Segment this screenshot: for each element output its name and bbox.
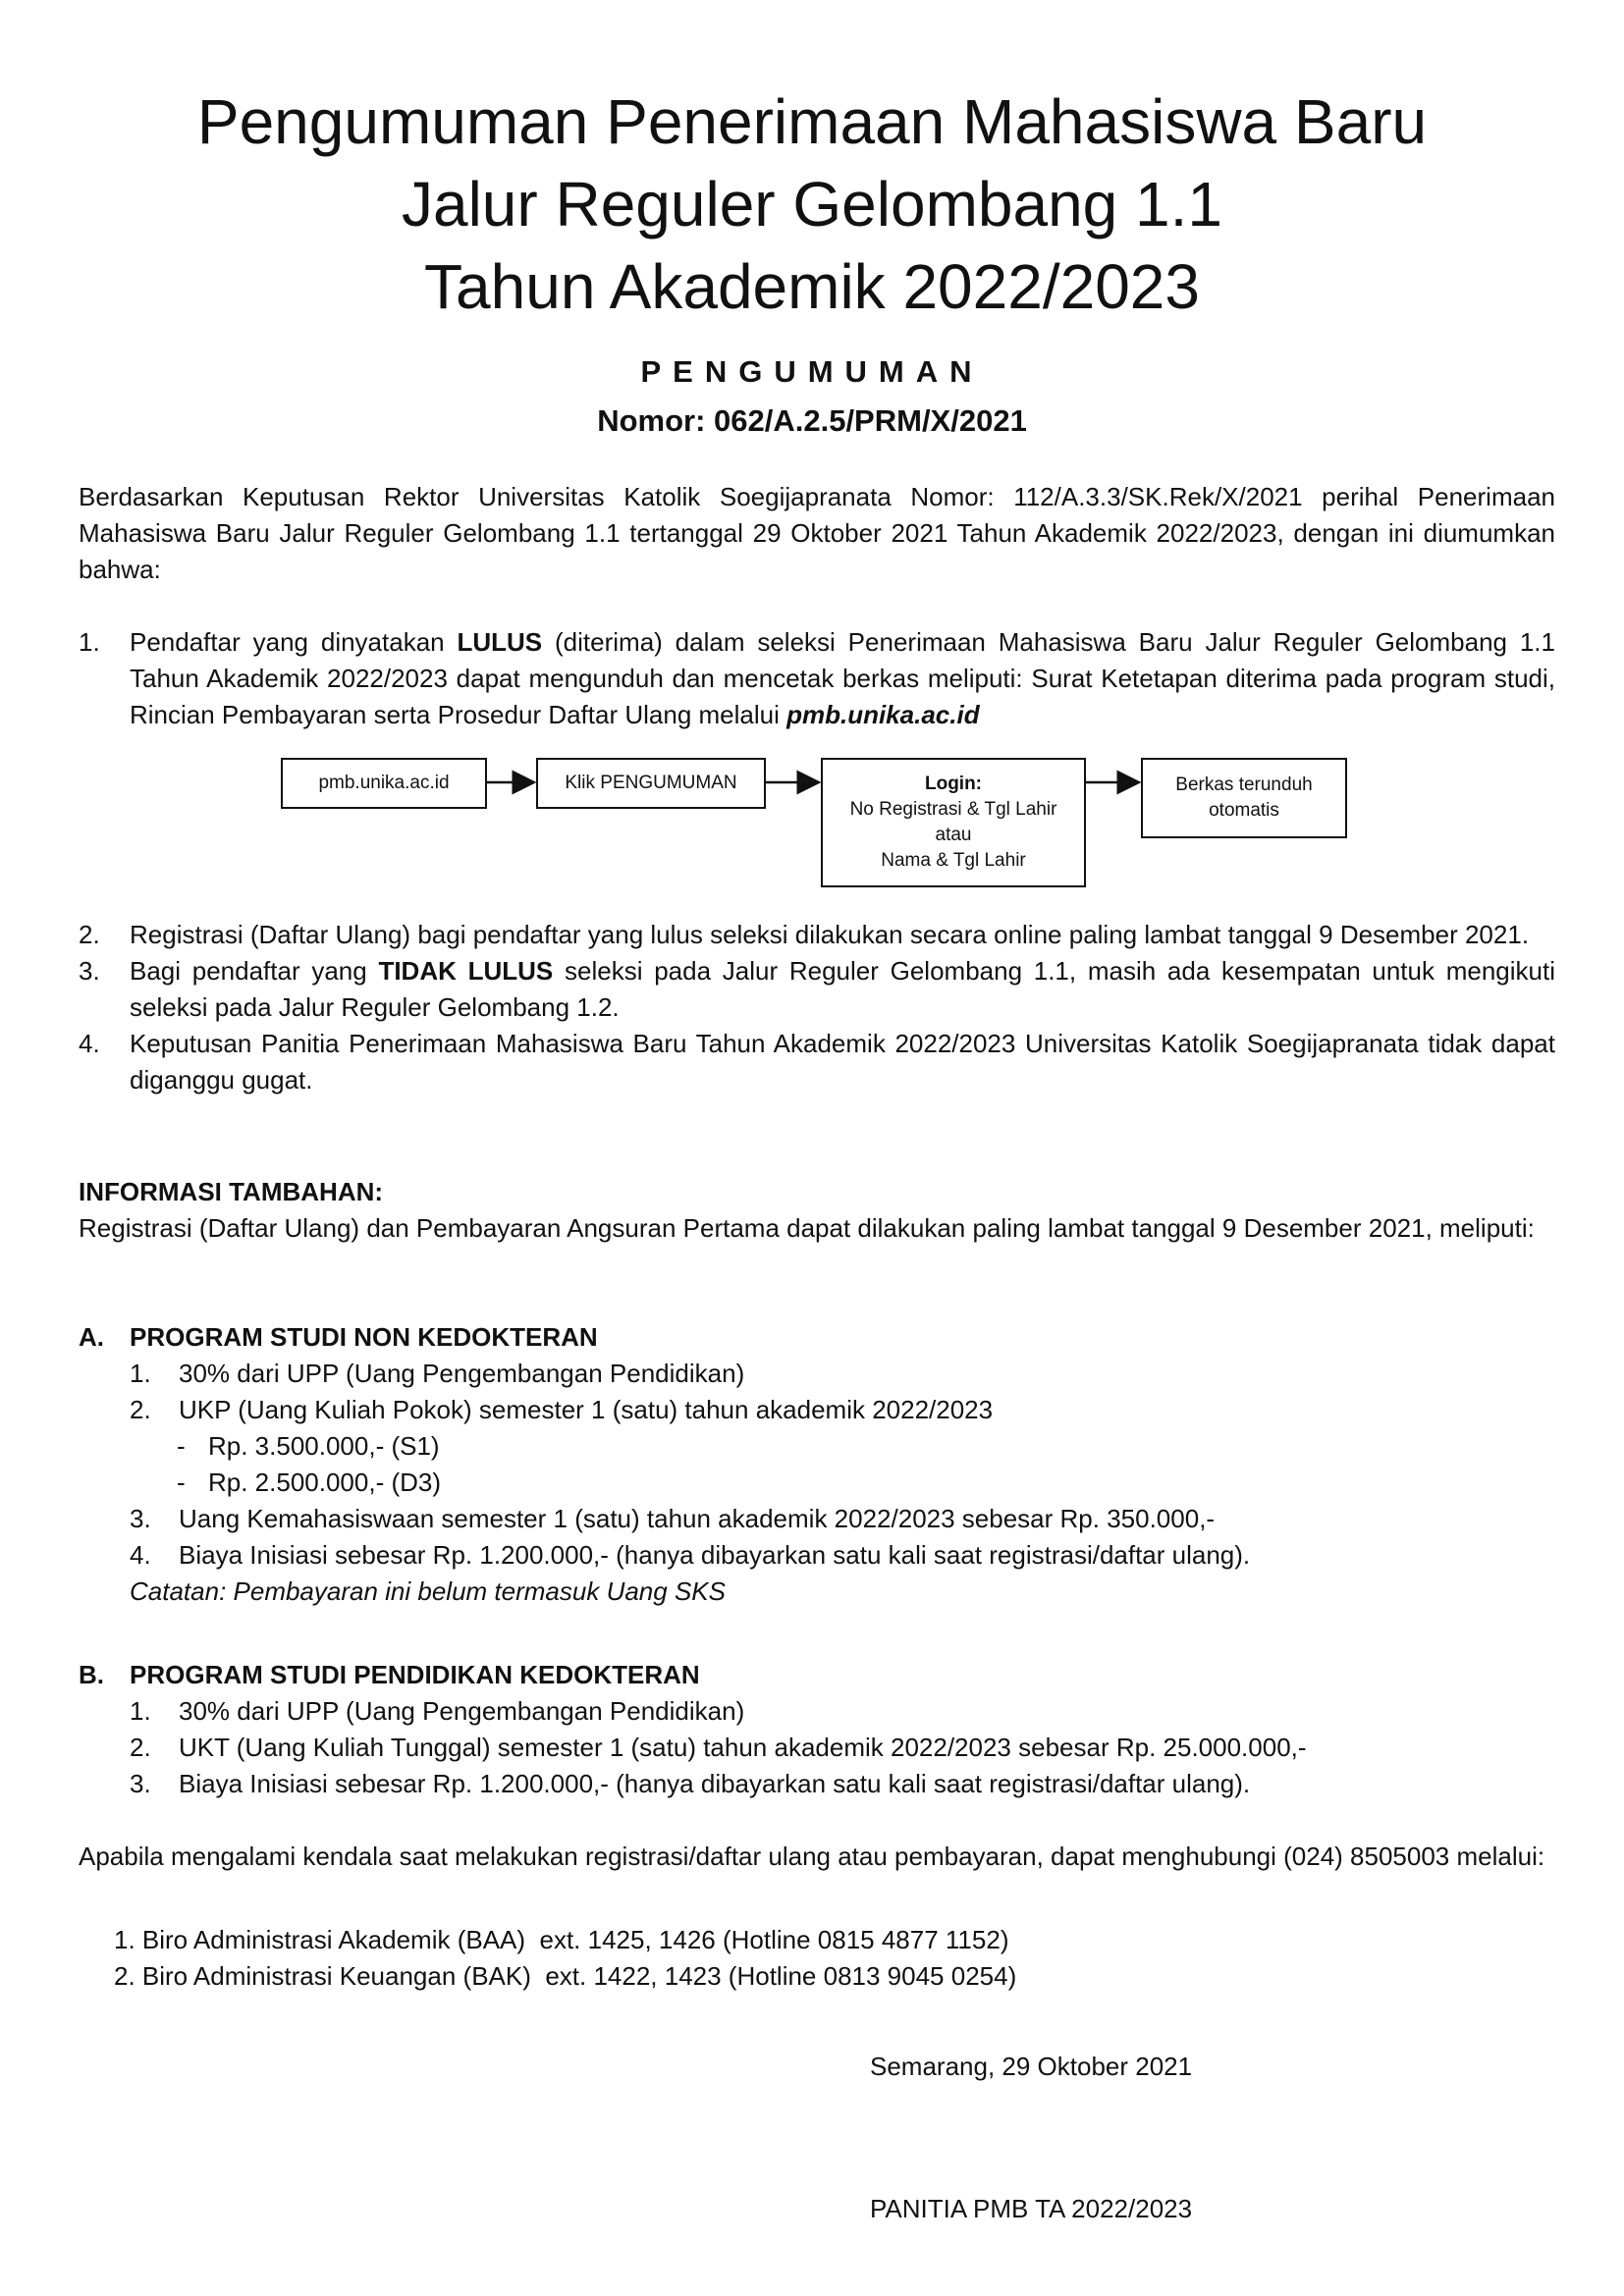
list-item [79, 624, 1555, 733]
flow-step-1-label: pmb.unika.ac.id [318, 773, 450, 793]
fee-text: Rp. 3.500.000,- (S1) [208, 1431, 440, 1461]
point-3-pre: Bagi pendaftar yang [130, 956, 379, 986]
info-paragraph: Registrasi (Daftar Ulang) dan Pembayaran Angsuran Pertama dapat dilakukan paling lambat tanggal 9 Desember 2021, meliputi: [79, 1213, 1535, 1243]
section-a-heading [79, 1319, 1555, 1356]
list-number: 3. [130, 1769, 151, 1798]
list-number: 3. [79, 956, 100, 986]
flow-login-line-1: No Registrasi & Tgl Lahir [849, 799, 1057, 820]
title-line-2: Jalur Reguler Gelombang 1.1 [401, 169, 1223, 240]
list-item-text: UKT (Uang Kuliah Tunggal) semester 1 (satu) tahun akademik 2022/2023 sebesar Rp. 25.000.000,- [179, 1733, 1307, 1762]
list-item-text: 30% dari UPP (Uang Pengembangan Pendidikan) [179, 1359, 745, 1388]
point-3-post: seleksi pada Jalur Reguler Gelombang 1.1, masih ada kesempatan untuk mengikuti seleksi pada Jalur Reguler Gelombang 1.2. [130, 956, 1555, 1022]
info-heading: INFORMASI TAMBAHAN: [79, 1177, 384, 1206]
contact-paragraph: Apabila mengalami kendala saat melakukan registrasi/daftar ulang atau pembayaran, dapat menghubungi (024) 8505003 melalui: [79, 1842, 1545, 1871]
flow-login-line-3: Nama & Tgl Lahir [881, 850, 1026, 871]
list-item [130, 1392, 1555, 1428]
point-4-text: Keputusan Panitia Penerimaan Mahasiswa Baru Tahun Akademik 2022/2023 Universitas Katolik Soegijapranata tidak dapat diganggu gugat. [130, 1029, 1555, 1095]
list-item [79, 953, 1555, 1026]
list-item [130, 1766, 1555, 1802]
list-number: 2. [130, 1733, 151, 1762]
list-item-text: Uang Kemahasiswaan semester 1 (satu) tahun akademik 2022/2023 sebesar Rp. 350.000,- [179, 1504, 1216, 1533]
flow-login-line-2: atau [935, 825, 972, 845]
list-number: 2. [130, 1395, 151, 1424]
list-item-text: 30% dari UPP (Uang Pengembangan Pendidikan) [179, 1696, 745, 1726]
flow-diagram [0, 750, 1624, 897]
list-item-text: Biaya Inisiasi sebesar Rp. 1.200.000,- (hanya dibayarkan satu kali saat registrasi/daftar ulang). [179, 1769, 1251, 1798]
list-number: 4. [130, 1540, 151, 1570]
title-line-1: Pengumuman Penerimaan Mahasiswa Baru [196, 86, 1428, 157]
dash-marker: - [177, 1431, 186, 1461]
announcement-label: PENGUMUMAN [640, 354, 984, 389]
intro-paragraph: Berdasarkan Keputusan Rektor Universitas Katolik Soegijapranata Nomor: 112/A.3.3/SK.Rek/X/2021 perihal Penerimaan Mahasiswa Baru Jalur Reguler Gelombang 1.1 tertanggal 29 Oktober 2021 Tahun Akademik 2022/2023, dengan ini diumumkan bahwa: [79, 482, 1555, 584]
flow-step-2-label: Klik PENGUMUMAN [565, 773, 737, 793]
signature-place-date: Semarang, 29 Oktober 2021 [870, 2052, 1193, 2081]
announcement-header [0, 347, 1624, 446]
title-line-3: Tahun Akademik 2022/2023 [424, 251, 1200, 322]
section-b-title: PROGRAM STUDI PENDIDIKAN KEDOKTERAN [130, 1660, 700, 1689]
point-1-pre: Pendaftar yang dinyatakan [130, 627, 458, 657]
flow-step-4 [1141, 758, 1347, 838]
fee-item [79, 1465, 1555, 1501]
section-b [79, 1657, 1555, 1802]
fee-item [79, 1428, 1555, 1465]
list-item [130, 1356, 1555, 1392]
list-item [79, 1026, 1555, 1098]
section-a-note: Catatan: Pembayaran ini belum termasuk Uang SKS [130, 1576, 726, 1606]
section-a-list-cont [79, 1501, 1555, 1574]
list-number: 1. [79, 627, 100, 657]
section-a-title: PROGRAM STUDI NON KEDOKTERAN [130, 1322, 598, 1352]
list-number: 1. [130, 1359, 151, 1388]
point-1-bold: LULUS [457, 627, 543, 657]
flow-arrows [0, 750, 1624, 897]
list-item [130, 1501, 1555, 1537]
flow-step-4-line-1: Berkas terunduh [1175, 774, 1313, 795]
section-a-letter: A. [79, 1322, 104, 1352]
numbered-list-bottom [79, 917, 1555, 1098]
dash-marker: - [177, 1468, 186, 1497]
pmb-link[interactable]: pmb.unika.ac.id [786, 700, 980, 729]
contact-list [114, 1922, 1016, 1995]
flow-step-1 [281, 758, 487, 809]
list-item-text: Biaya Inisiasi sebesar Rp. 1.200.000,- (hanya dibayarkan satu kali saat registrasi/daftar ulang). [179, 1540, 1251, 1570]
list-number: 3. [130, 1504, 151, 1533]
list-number: 4. [79, 1029, 100, 1058]
flow-step-4-line-2: otomatis [1209, 800, 1279, 821]
section-a-list [79, 1356, 1555, 1428]
section-b-list [79, 1693, 1555, 1802]
section-a [79, 1319, 1555, 1610]
list-item-text: UKP (Uang Kuliah Pokok) semester 1 (satu) tahun akademik 2022/2023 [179, 1395, 994, 1424]
list-item [79, 917, 1555, 953]
numbered-list-top [79, 624, 1555, 733]
point-1-mid: (diterima) dalam seleksi Penerimaan Mahasiswa Baru Jalur Reguler Gelombang 1.1 Tahun Akademik 2022/2023 dapat mengunduh dan mencetak berkas meliputi: Surat Ketetapan diterima pada program studi, Rincian Pembayaran serta Prosedur Daftar Ulang melalui [130, 627, 1555, 729]
flow-step-2 [536, 758, 766, 809]
announcement-number: Nomor: 062/A.2.5/PRM/X/2021 [597, 403, 1027, 438]
list-item [130, 1537, 1555, 1574]
flow-step-3 [821, 758, 1086, 887]
fee-text: Rp. 2.500.000,- (D3) [208, 1468, 442, 1497]
document-title [0, 80, 1624, 328]
section-b-letter: B. [79, 1660, 104, 1689]
contact-item-bak: 2. Biro Administrasi Keuangan (BAK) ext. 1422, 1423 (Hotline 0813 9045 0254) [114, 1961, 1017, 1991]
list-number: 1. [130, 1696, 151, 1726]
contact-item-baa: 1. Biro Administrasi Akademik (BAA) ext. 1425, 1426 (Hotline 0815 4877 1152) [114, 1925, 1009, 1954]
flow-login-title: Login: [924, 774, 983, 794]
section-b-heading [79, 1657, 1555, 1693]
list-number: 2. [79, 920, 100, 949]
point-2-text: Registrasi (Daftar Ulang) bagi pendaftar yang lulus seleksi dilakukan secara online paling lambat tanggal 9 Desember 2021. [130, 920, 1530, 949]
point-3-bold: TIDAK LULUS [378, 956, 554, 986]
list-item [130, 1693, 1555, 1730]
signature-committee: PANITIA PMB TA 2022/2023 [870, 2194, 1193, 2223]
list-item [130, 1730, 1555, 1766]
